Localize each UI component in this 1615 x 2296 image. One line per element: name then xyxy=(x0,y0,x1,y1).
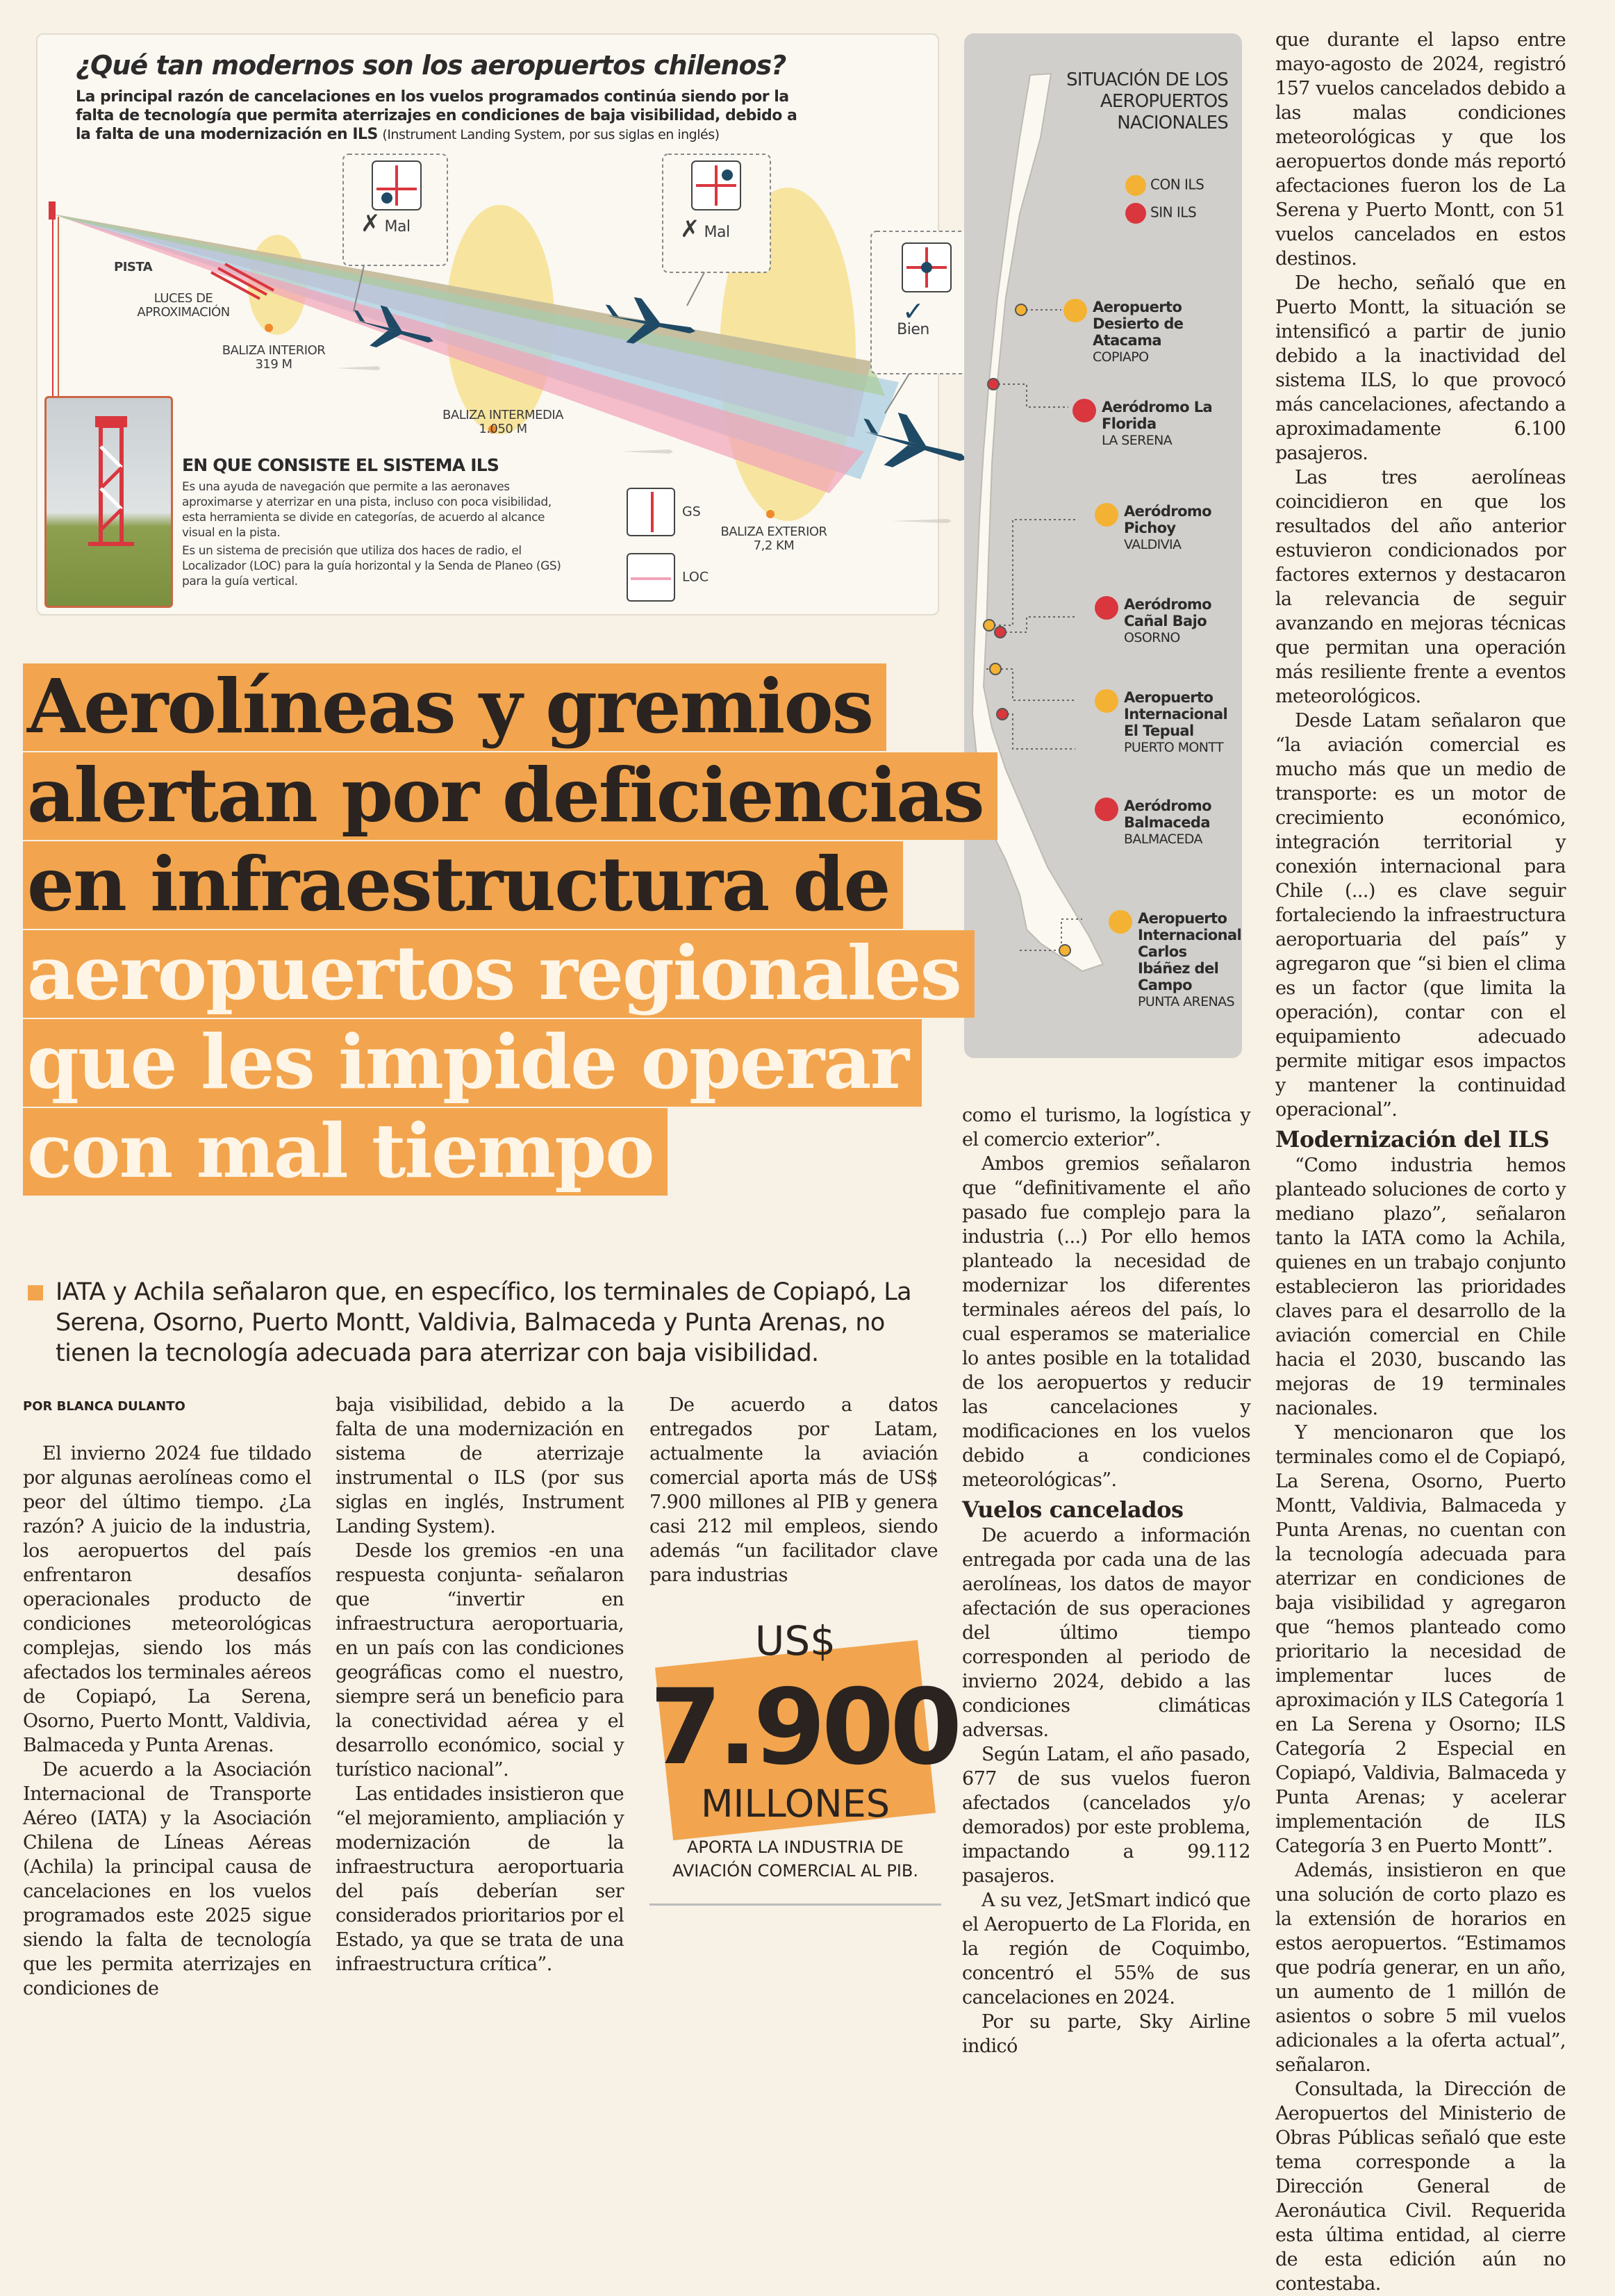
baliza-interior-name: BALIZA INTERIOR xyxy=(222,343,326,358)
paragraph: Ambos gremios señalaron que “definitivamente el año pasado fue complejo para la industria (...) Por ello hemos planteado la necesidad de modernizar los diferentes terminales aéreos del país, lo cual esperamos se materialice lo antes posible en la totalidad de los aeropuertos y reducir las cancelaciones y modificaciones en los vuelos debido a condiciones meteorológicas”. xyxy=(962,1153,1250,1491)
stat-caption: APORTA LA INDUSTRIA DE AVIACIÓN COMERCIAL AL PIB. xyxy=(672,1837,918,1881)
deck-summary: IATA y Achila señalaron que, en específico, los terminales de Copiapó, La Serena, Osorno, Puerto Montt, Valdivia, Balmaceda y Punta Arenas, no tienen la tecnología adecuada para aterrizar con baja visibilidad. xyxy=(28,1277,931,1369)
airport-name: Aeropuerto Desierto de Atacama xyxy=(1093,299,1184,349)
loc-symbol-icon xyxy=(627,553,675,602)
sin-ils-marker-icon xyxy=(1072,399,1096,422)
headline-line-3: en infraestructura de xyxy=(23,841,903,929)
legend-loc-label: LOC xyxy=(682,569,709,585)
article-column-5 xyxy=(1275,28,1566,2296)
airport-osorno xyxy=(1124,596,1235,646)
label-pista: PISTA xyxy=(114,260,153,274)
baliza-intermedia-distance: 1.050 M xyxy=(479,422,527,436)
infographic-subtitle-note: (Instrument Landing System, por sus siglas en inglés) xyxy=(382,127,720,142)
airport-punta-arenas xyxy=(1138,910,1242,1010)
baliza-intermedia-name: BALIZA INTERMEDIA xyxy=(442,408,563,422)
cross-icon: ✗ xyxy=(361,210,380,238)
paragraph: De acuerdo a datos entregados por Latam, actualmente la aviación comercial aporta más de US$ 7.900 millones al PIB y genera casi 212 mil empleos, siendo además “un facilitador clave para industrias xyxy=(649,1394,938,1586)
airport-city: VALDIVIA xyxy=(1124,537,1182,552)
label-baliza-interior xyxy=(211,344,336,372)
airport-city: PUERTO MONTT xyxy=(1124,740,1224,755)
callout-mal-1-text xyxy=(361,210,411,238)
ils-antenna-photo xyxy=(44,396,173,608)
paragraph: como el turismo, la logística y el comercio exterior”. xyxy=(962,1105,1250,1150)
legend-gs-label: GS xyxy=(682,504,701,520)
callout-bien-text xyxy=(888,296,938,338)
paragraph: baja visibilidad, debido a la falta de una modernización en sistema de aterrizaje instrumental o ILS (por sus siglas en inglés, Instrument Landing System). xyxy=(336,1394,624,1537)
con-ils-marker-icon xyxy=(1095,689,1118,713)
paragraph: De acuerdo a información entregada por cada una de las aerolíneas, los datos de mayor afectación de sus operaciones del último tiempo corresponden al periodo de invierno 2024, debido a las condiciones climáticas adversas. xyxy=(962,1525,1250,1741)
paragraph: Las entidades insistieron que “el mejoramiento, ampliación y modernización de la infraestructura aeroportuaria del país deberían ser considerados prioritarios por el Estado, ya que se trata de una infraestructura crítica”. xyxy=(336,1783,624,1975)
legend-con-ils-label: CON ILS xyxy=(1150,176,1204,193)
byline: POR BLANCA DULANTO xyxy=(23,1399,185,1414)
baliza-interior-distance: 319 M xyxy=(255,357,292,372)
subhead-modernizacion-ils: Modernización del ILS xyxy=(1275,1126,1550,1153)
headline-line-1: Aerolíneas y gremios xyxy=(23,663,886,751)
legend-con-ils xyxy=(1125,175,1204,196)
article-column-3 xyxy=(649,1393,938,1587)
article-column-2 xyxy=(336,1393,624,1976)
ils-box-text-1: Es una ayuda de navegación que permite a las aeronaves aproximarse y aterrizar en una pista, incluso con poca visibilidad, esta herramienta se divide en categorías, de acuerdo al alcance visual en la pista. xyxy=(182,480,552,540)
cross-icon: ✗ xyxy=(680,215,699,243)
airport-name: Aeródromo Balmaceda xyxy=(1124,798,1212,831)
headline xyxy=(23,663,984,1197)
sin-ils-dot-icon xyxy=(1125,203,1146,224)
airport-city: PUNTA ARENAS xyxy=(1138,994,1235,1009)
airport-balmaceda xyxy=(1124,798,1235,848)
antenna-tower-icon xyxy=(47,398,175,610)
stat-number: 7.900 xyxy=(649,1667,959,1788)
paragraph: Según Latam, el año pasado, 677 de sus vuelos fueron afectados (cancelados y/o demorados) por este problema, impactando a 99.112 pasajeros. xyxy=(962,1744,1250,1887)
paragraph: El invierno 2024 fue tildado por algunas aerolíneas como el peor del último tiempo. ¿La razón? A juicio de la industria, los aeropuertos del país enfrentaron desafíos operacionales producto de condiciones meteorológicas complejas, siendo los más afectados los terminales aéreos de Copiapó, La Serena, Osorno, Puerto Montt, Valdivia, Balmaceda y Punta Arenas. xyxy=(23,1443,311,1756)
airport-city: COPIAPO xyxy=(1093,349,1149,365)
legend-sin-ils xyxy=(1125,203,1196,224)
airport-name: Aeropuerto Internacional Carlos Ibáñez del Campo xyxy=(1138,910,1242,993)
article-column-4 xyxy=(962,1103,1250,2058)
headline-line-4: aeropuertos regionales xyxy=(23,930,975,1018)
airports-map-panel xyxy=(964,33,1242,1058)
callout-mal-2-label: Mal xyxy=(704,224,730,241)
infographic-title: ¿Qué tan modernos son los aeropuertos chilenos? xyxy=(76,50,786,81)
con-ils-dot-icon xyxy=(1125,175,1146,196)
airport-name: Aeropuerto Internacional El Tepual xyxy=(1124,689,1228,739)
stat-callout xyxy=(649,1612,959,1903)
map-title: SITUACIÓN DE LOS AEROPUERTOS NACIONALES xyxy=(1066,69,1228,133)
sin-ils-marker-icon xyxy=(1095,798,1118,821)
subhead-vuelos-cancelados: Vuelos cancelados xyxy=(962,1496,1184,1523)
airport-city: OSORNO xyxy=(1124,630,1180,645)
ils-definition-box xyxy=(182,455,786,641)
label-baliza-intermedia xyxy=(426,408,579,436)
check-icon: ✓ xyxy=(902,296,925,327)
airport-name: Aeródromo Cañal Bajo xyxy=(1124,596,1212,629)
paragraph: Consultada, la Dirección de Aeropuertos del Ministerio de Obras Públicas señaló que este tema corresponde a la Dirección General de Aeronáutica Civil. Requerida esta última entidad, al cierre de esta edición aún no contestaba. xyxy=(1275,2079,1566,2295)
airport-city: BALMACEDA xyxy=(1124,832,1202,847)
paragraph: De hecho, señaló que en Puerto Montt, la situación se intensificó a partir de junio debido a la inactividad del sistema ILS, lo que provocó más cancelaciones, afectando a aproximadamente 6.100 pasajeros. xyxy=(1275,272,1566,464)
paragraph: De acuerdo a la Asociación Internacional de Transporte Aéreo (IATA) y la Asociación Chilena de Líneas Aéreas (Achila) la principal causa de cancelaciones en los vuelos programados este 2025 sigue siendo la falta de tecnología que les permita aterrizajes en condiciones de xyxy=(23,1759,311,1999)
headline-line-5: que les impide operar xyxy=(23,1019,922,1107)
paragraph: Desde los gremios -en una respuesta conjunta- señalaron que “invertir en infraestructura aeroportuaria, en un país con las condiciones geográficas como el nuestro, siempre será un beneficio para la conectividad aérea y el desarrollo económico, social y turístico nacional”. xyxy=(336,1540,624,1781)
infographic-subtitle-main: La principal razón de cancelaciones en los vuelos programados continúa siendo por la falta de tecnología que permita aterrizajes en condiciones de baja visibilidad, debido a la falta de una modernización en ILS xyxy=(76,88,797,143)
callout-bien-label: Bien xyxy=(897,321,929,338)
stat-unit: MILLONES xyxy=(700,1782,891,1826)
stat-currency: US$ xyxy=(754,1617,836,1665)
paragraph: “Como industria hemos planteado soluciones de corto y mediano plazo”, señalaron tanto la IATA como la Achila, quienes en un trabajo conjunto establecieron las prioridades claves para el desarrollo de la aviación comercial en Chile hacia el 2030, buscando las mejoras de 19 terminales nacionales. xyxy=(1275,1155,1566,1419)
paragraph: Además, insistieron en que una solución de corto plazo es la extensión de horarios en estos aeropuertos. “Estimamos que podría generar, en un año, un aumento de 1 millón de asientos o sobre 5 mil vuelos adicionales a la oferta actual”, señalaron. xyxy=(1275,1860,1566,2076)
sin-ils-marker-icon xyxy=(1095,596,1118,620)
paragraph: Desde Latam señalaron que “la aviación comercial es mucho más que un medio de transporte: es un motor de crecimiento económico, integración territorial y conexión internacional para Chile (...) es clave seguir fortaleciendo la infraestructura aeroportuaria del país” y agregaron que “si bien el clima es un factor (que limita la operación), contar con el equipamiento adecuado permite mitigar esos impactos y mantener la continuidad operacional”. xyxy=(1275,710,1566,1121)
baliza-exterior-distance: 7,2 KM xyxy=(753,538,795,553)
paragraph: Por su parte, Sky Airline indicó xyxy=(962,2011,1250,2057)
airport-name: Aeródromo Pichoy xyxy=(1124,503,1212,536)
baliza-exterior-name: BALIZA EXTERIOR xyxy=(720,525,827,539)
airport-copiapo xyxy=(1093,299,1239,365)
infographic-subtitle xyxy=(76,88,812,144)
label-luces: LUCES DE APROXIMACIÓN xyxy=(137,291,230,320)
ils-box-text-2: Es un sistema de precisión que utiliza dos haces de radio, el Localizador (LOC) para la guía horizontal y la Senda de Planeo (GS) para la guía vertical. xyxy=(182,544,561,588)
con-ils-marker-icon xyxy=(1063,299,1087,322)
headline-line-2: alertan por deficiencias xyxy=(23,752,997,840)
paragraph: A su vez, JetSmart indicó que el Aeropuerto de La Florida, en la región de Coquimbo, concentró el 55% de sus cancelaciones en 2024. xyxy=(962,1890,1250,2008)
airport-city: LA SERENA xyxy=(1102,433,1173,448)
airport-valdivia xyxy=(1124,503,1235,553)
legend-gs xyxy=(627,488,701,536)
ils-box-title: EN QUE CONSISTE EL SISTEMA ILS xyxy=(182,455,499,475)
paragraph: Las tres aerolíneas coincidieron en que los resultados del año anterior estuvieron condicionados por factores externos y destacaron la relevancia de seguir avanzando en mejoras técnicas que permitan una operación más resiliente frente a eventos meteorológicos. xyxy=(1275,467,1566,707)
legend-sin-ils-label: SIN ILS xyxy=(1150,204,1197,221)
paragraph: Y mencionaron que los terminales como el de Copiapó, La Serena, Osorno, Puerto Montt, Valdivia, Balmaceda y Punta Arenas, no cuentan con la tecnología adecuada para aterrizar en condiciones de baja visibilidad y agregaron que “hemos planteado como prioritario la necesidad de implementar luces de aproximación y ILS Categoría 1 en La Serena y Osorno; ILS Categoría 2 Especial en Copiapó, Valdivia, Balmaceda y Punta Arenas; y acelerar implementación de ILS Categoría 3 en Puerto Montt”. xyxy=(1275,1422,1566,1857)
con-ils-marker-icon xyxy=(1109,910,1132,934)
article-column-1 xyxy=(23,1442,311,2001)
con-ils-marker-icon xyxy=(1095,503,1118,527)
stat-divider xyxy=(649,1903,941,1906)
paragraph: que durante el lapso entre mayo-agosto de 2024, registró 157 vuelos cancelados debido a las malas condiciones meteorológicas y que los aeropuertos donde más reportó afectaciones fueron los de La Serena y Puerto Montt, con 51 vuelos cancelados en estos destinos. xyxy=(1275,29,1566,270)
callout-mal-2-text xyxy=(680,215,730,243)
headline-line-6: con mal tiempo xyxy=(23,1108,668,1196)
legend-loc xyxy=(627,553,709,602)
callout-mal-1-label: Mal xyxy=(384,218,411,236)
gs-symbol-icon xyxy=(627,488,675,536)
airport-name: Aeródromo La Florida xyxy=(1102,399,1213,432)
airport-la-serena xyxy=(1102,399,1234,449)
airport-puerto-montt xyxy=(1124,689,1239,756)
ils-infographic xyxy=(36,33,939,616)
